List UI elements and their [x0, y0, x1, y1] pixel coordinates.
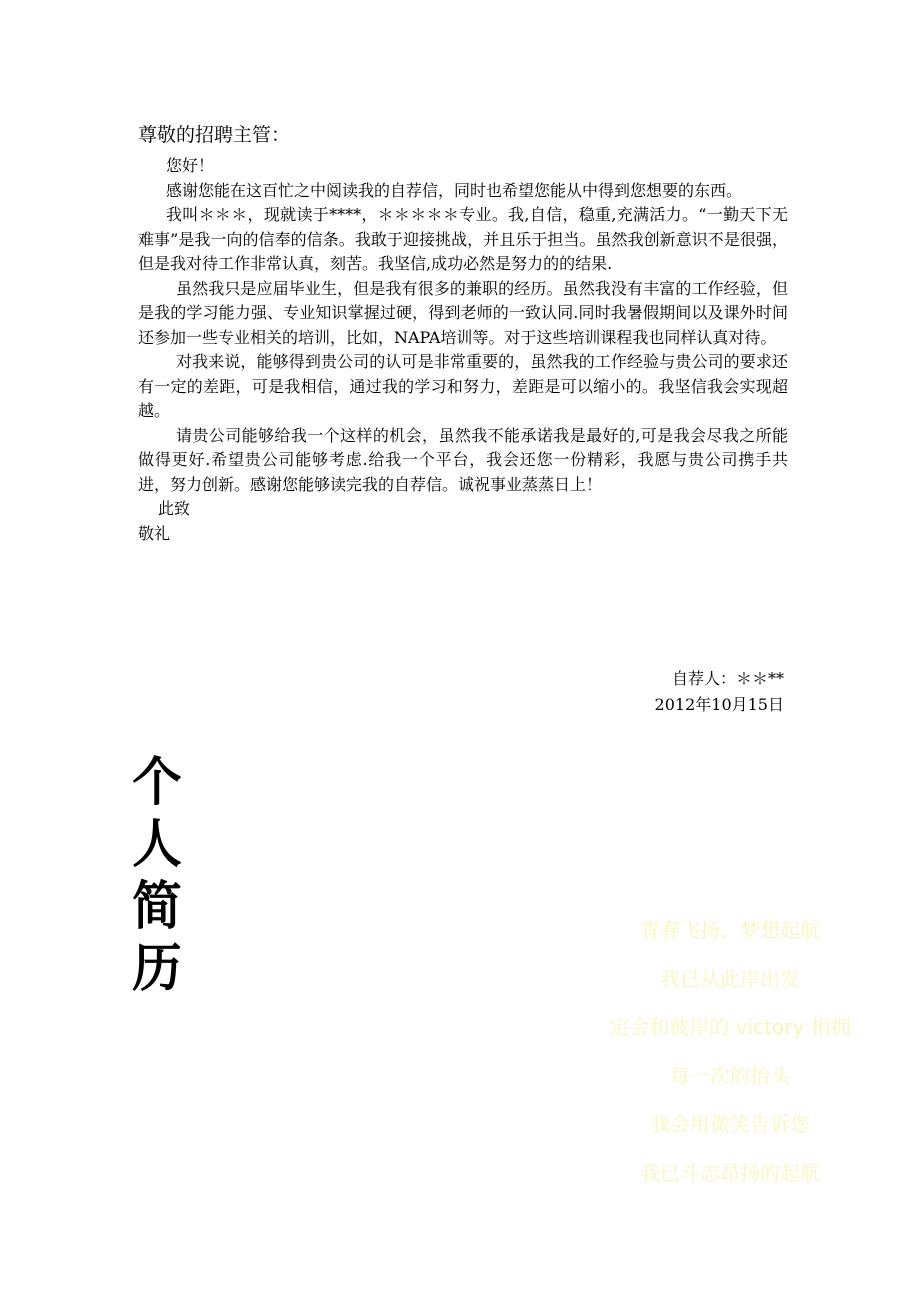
- resume-title-vertical: [132, 752, 182, 1000]
- poem-line: 青春飞扬，梦想起航: [640, 918, 820, 942]
- title-char: 历: [132, 939, 182, 999]
- closing-cizhi: 此致: [158, 499, 191, 518]
- signature: 自荐人：＊＊**: [671, 669, 784, 688]
- poem-line: 我已从此岸出发: [660, 966, 800, 991]
- title-char: 简: [132, 877, 182, 937]
- greeting: 您好！: [166, 156, 215, 175]
- poem-line: 我会用微笑告诉您: [650, 1112, 810, 1136]
- closing-jingli: 敬礼: [138, 523, 171, 543]
- poem-line: 每一次的抬头: [670, 1063, 790, 1088]
- letter-paragraph: 对我来说，能够得到贵公司的认可是非常重要的，虽然我的工作经验与贵公司的要求还有一定的差距，可是我相信，通过我的学习和努力，差距是可以缩小的。我坚信我会实现超越。: [138, 352, 788, 420]
- signature-block: [600, 666, 784, 718]
- cover-letter: [138, 120, 788, 546]
- letter-paragraph: 虽然我只是应届毕业生，但是我有很多的兼职的经历。虽然我没有丰富的工作经验，但是我的学习能力强、专业知识掌握过硬，得到老师的一致认同.同时我暑假期间以及课外时间还参加一些专业相关的培训，比如，NAPA培训等。对于这些培训课程我也同样认真对待。: [138, 278, 788, 347]
- title-char: 人: [132, 815, 182, 875]
- salutation: 尊敬的招聘主管：: [138, 124, 291, 146]
- poem-block: [590, 906, 870, 1197]
- poem-line: 我已斗志昂扬的起航: [640, 1160, 820, 1185]
- letter-paragraph: 感谢您能在这百忙之中阅读我的自荐信，同时也希望您能从中得到您想要的东西。: [166, 180, 743, 200]
- title-char: 个: [132, 753, 182, 813]
- poem-line: 定会和彼岸的 victory 相拥: [609, 1015, 851, 1039]
- letter-date: 2012年10月15日: [654, 695, 784, 714]
- letter-paragraph: 我叫＊＊＊，现就读于****，＊＊＊＊＊专业。我,自信，稳重,充满活力。“一勤天下无难事”是我一向的信奉的信条。我敢于迎接挑战，并且乐于担当。虽然我创新意识不是很强，但是我对待工作非常认真，刻苦。我坚信,成功必然是努力的的结果.: [138, 205, 788, 273]
- letter-paragraph: 请贵公司能够给我一个这样的机会，虽然我不能承诺我是最好的,可是我会尽我之所能做得更好.希望贵公司能够考虑.给我一个平台，我会还您一份精彩，我愿与贵公司携手共进，努力创新。感谢您能够读完我的自荐信。诚祝事业蒸蒸日上！: [138, 425, 788, 494]
